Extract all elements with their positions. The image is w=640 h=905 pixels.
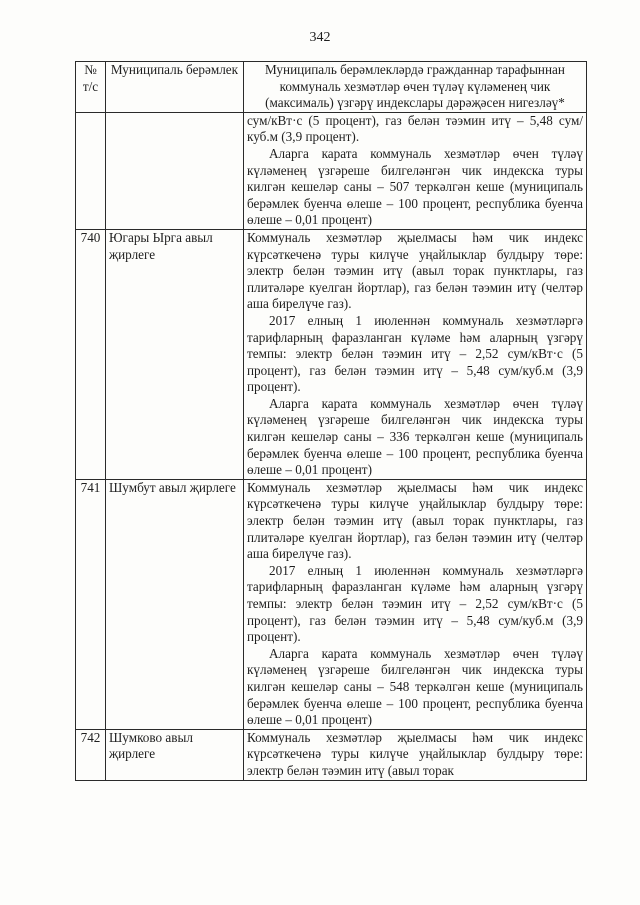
description-paragraph: Аларга карата коммуналь хезмәтләр өчен түләү күләменең үзгәреше билгеләнгән чик индекска туры килгән кешеләр саны – 507 теркәлгән кеше (муниципаль берәмлек буенча өлеше – 100 процент, республика буенча өлеше – 0,01 процент) xyxy=(247,145,583,228)
description-cell xyxy=(244,229,587,479)
row-number: 741 xyxy=(76,479,106,729)
header-municipality: Муниципаль берәмлек xyxy=(106,62,244,113)
municipal-index-table xyxy=(75,61,587,781)
description-cell xyxy=(244,112,587,229)
table-row xyxy=(76,479,587,729)
description-cell xyxy=(244,729,587,780)
description-paragraph: Коммуналь хезмәтләр җыелмасы һәм чик индекс күрсәткеченә туры килүче уңайлыклар булдыру төре: электр белән тәэмин итү (авыл торак пунктлары, газ плитәләре куелган йортлар), газ белән тәэмин итү (челтәр аша бирелүче газ). xyxy=(247,479,583,562)
row-number xyxy=(76,112,106,229)
description-paragraph: сум/кВт·с (5 процент), газ белән тәэмин итү – 5,48 сум/куб.м (3,9 процент). xyxy=(247,112,583,145)
table-body xyxy=(76,112,587,780)
description-paragraph: 2017 елның 1 июленнән коммуналь хезмәтләргә тарифларның фаразланган күләме һәм аларның үзгәрү темпы: электр белән тәэмин итү – 2,52 сум/кВт·с (5 процент), газ белән тәэмин итү – 5,48 сум/куб.м (3,9 процент). xyxy=(247,312,583,395)
row-number: 742 xyxy=(76,729,106,780)
municipality-name: Югары Ырга авыл җирлеге xyxy=(106,229,244,479)
description-paragraph: 2017 елның 1 июленнән коммуналь хезмәтләргә тарифларның фаразланган күләме һәм аларның үзгәрү темпы: электр белән тәэмин итү – 2,52 сум/кВт·с (5 процент), газ белән тәэмин итү – 5,48 сум/куб.м (3,9 процент). xyxy=(247,562,583,645)
description-paragraph: Коммуналь хезмәтләр җыелмасы һәм чик индекс күрсәткеченә туры килүче уңайлыклар булдыру төре: электр белән тәэмин итү (авыл торак xyxy=(247,729,583,778)
description-cell xyxy=(244,479,587,729)
table-header xyxy=(76,62,587,113)
description-paragraph: Коммуналь хезмәтләр җыелмасы һәм чик индекс күрсәткеченә туры килүче уңайлыклар булдыру төре: электр белән тәэмин итү (авыл торак пунктлары, газ плитәләре куелган йортлар), газ белән тәэмин итү (челтәр аша бирелүче газ). xyxy=(247,229,583,312)
description-paragraph: Аларга карата коммуналь хезмәтләр өчен түләү күләменең үзгәреше билгеләнгән чик индекска туры килгән кешеләр саны – 336 теркәлгән кеше (муниципаль берәмлек буенча өлеше – 100 процент, республика буенча өлеше – 0,01 процент) xyxy=(247,395,583,478)
row-number: 740 xyxy=(76,229,106,479)
municipality-name: Шумбут авыл җирлеге xyxy=(106,479,244,729)
description-paragraph: Аларга карата коммуналь хезмәтләр өчен түләү күләменең үзгәреше билгеләнгән чик индекска туры килгән кешеләр саны – 548 теркәлгән кеше (муниципаль берәмлек буенча өлеше – 100 процент, республика буенча өлеше – 0,01 процент) xyxy=(247,645,583,728)
municipality-name: Шумково авыл җирлеге xyxy=(106,729,244,780)
table-row xyxy=(76,112,587,229)
municipality-name xyxy=(106,112,244,229)
header-description: Муниципаль берәмлекләрдә гражданнар тарафыннан коммуналь хезмәтләр өчен түләү күләменең чик (максималь) үзгәрү индекслары дәрәҗәсен нигезләү* xyxy=(244,62,587,113)
table-row xyxy=(76,729,587,780)
table-row xyxy=(76,229,587,479)
header-number: № т/с xyxy=(76,62,106,113)
page-number: 342 xyxy=(309,30,331,45)
header-row xyxy=(76,62,587,113)
